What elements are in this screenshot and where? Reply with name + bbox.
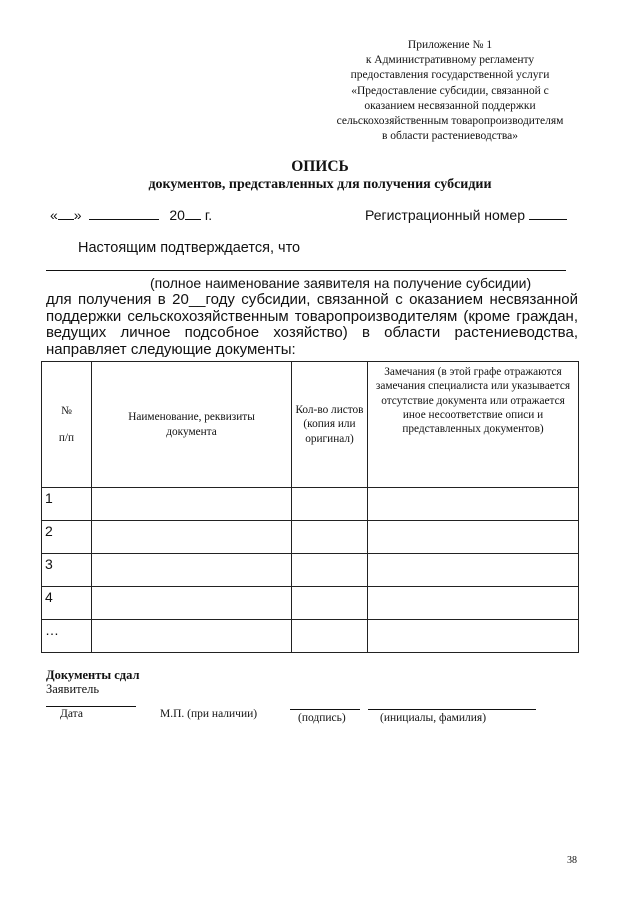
row-notes-cell[interactable]	[368, 488, 579, 521]
registration-number	[365, 207, 567, 223]
page-number: 38	[567, 855, 577, 866]
header-name-label: Наименование, реквизиты документа	[128, 411, 255, 438]
documents-table	[41, 361, 579, 653]
row-number: 4	[42, 587, 92, 620]
name-signature-line[interactable]	[368, 709, 536, 710]
registration-label: Регистрационный номер	[365, 207, 525, 223]
date-caption: Дата	[60, 708, 83, 720]
day-blank[interactable]	[58, 207, 74, 220]
confirm-text: Настоящим подтверждается, что	[78, 240, 301, 256]
annex-line: предоставления государственной услуги	[350, 69, 550, 82]
row-notes-cell[interactable]	[368, 554, 579, 587]
annex-line: «Предоставление субсидии, связанной с	[351, 84, 549, 97]
name-caption: (инициалы, фамилия)	[380, 712, 487, 724]
annex-header	[300, 38, 600, 144]
row-name-cell[interactable]	[92, 554, 292, 587]
doc-title: ОПИСЬ	[291, 158, 349, 175]
month-blank[interactable]	[89, 207, 159, 220]
submitted-label: Документы сдал	[46, 668, 140, 682]
row-number: 2	[42, 521, 92, 554]
row-notes-cell[interactable]	[368, 587, 579, 620]
header-name	[92, 362, 292, 488]
header-num	[42, 362, 92, 488]
close-quote: »	[73, 207, 82, 223]
open-quote: «	[50, 207, 58, 223]
row-name-cell[interactable]	[92, 620, 292, 653]
body-paragraph: для получения в 20__году субсидии, связанной с оказанием несвязанной поддержки сельскохозяйственным товаропроизводителям (кроме граждан, ведущих личное подсобное хозяйство) в области растениеводства, направляет следующие документы:	[46, 291, 578, 358]
row-notes-cell[interactable]	[368, 521, 579, 554]
year-blank[interactable]	[185, 207, 201, 220]
doc-subtitle: документов, представленных для получения субсидии	[148, 177, 492, 192]
sign-signature-line[interactable]	[290, 709, 360, 710]
row-number: 3	[42, 554, 92, 587]
annex-line: к Административному регламенту	[365, 54, 535, 67]
annex-line: в области растениеводства»	[381, 130, 518, 143]
stamp-caption: М.П. (при наличии)	[160, 708, 258, 720]
header-num-sign: №	[61, 405, 72, 418]
header-notes-label: Замечания (в этой графе отражаются замечания специалиста или указывается отсутствие документа или отражается иное несоответствие описи и представленных документов)	[375, 366, 571, 436]
annex-line: сельскохозяйственным товаропроизводителям	[336, 115, 564, 128]
header-sheets-label: Кол-во листов (копия или оригинал)	[295, 404, 364, 445]
applicant-name-line[interactable]	[46, 270, 566, 271]
row-name-cell[interactable]	[92, 488, 292, 521]
table-row	[42, 554, 579, 587]
registration-blank[interactable]	[529, 207, 567, 220]
applicant-label: Заявитель	[46, 682, 100, 696]
row-sheets-cell[interactable]	[292, 587, 368, 620]
header-num-pp: п/п	[58, 431, 75, 444]
year-suffix: г.	[204, 207, 213, 223]
row-number: 1	[42, 488, 92, 521]
row-number: …	[42, 620, 92, 653]
header-sheets	[292, 362, 368, 488]
year-prefix: 20	[169, 207, 185, 223]
table-row	[42, 587, 579, 620]
row-name-cell[interactable]	[92, 587, 292, 620]
date-signature-line[interactable]	[46, 706, 136, 707]
header-notes	[368, 362, 579, 488]
row-name-cell[interactable]	[92, 521, 292, 554]
row-sheets-cell[interactable]	[292, 521, 368, 554]
row-notes-cell[interactable]	[368, 620, 579, 653]
date-line	[50, 207, 212, 223]
table-header-row	[42, 362, 579, 488]
table-row	[42, 488, 579, 521]
row-sheets-cell[interactable]	[292, 488, 368, 521]
sign-caption: (подпись)	[298, 712, 346, 724]
row-sheets-cell[interactable]	[292, 620, 368, 653]
applicant-caption: (полное наименование заявителя на получение субсидии)	[150, 275, 532, 291]
annex-line: оказанием несвязанной поддержки	[364, 99, 536, 112]
annex-line: Приложение № 1	[407, 39, 493, 51]
table-row	[42, 521, 579, 554]
table-row	[42, 620, 579, 653]
row-sheets-cell[interactable]	[292, 554, 368, 587]
